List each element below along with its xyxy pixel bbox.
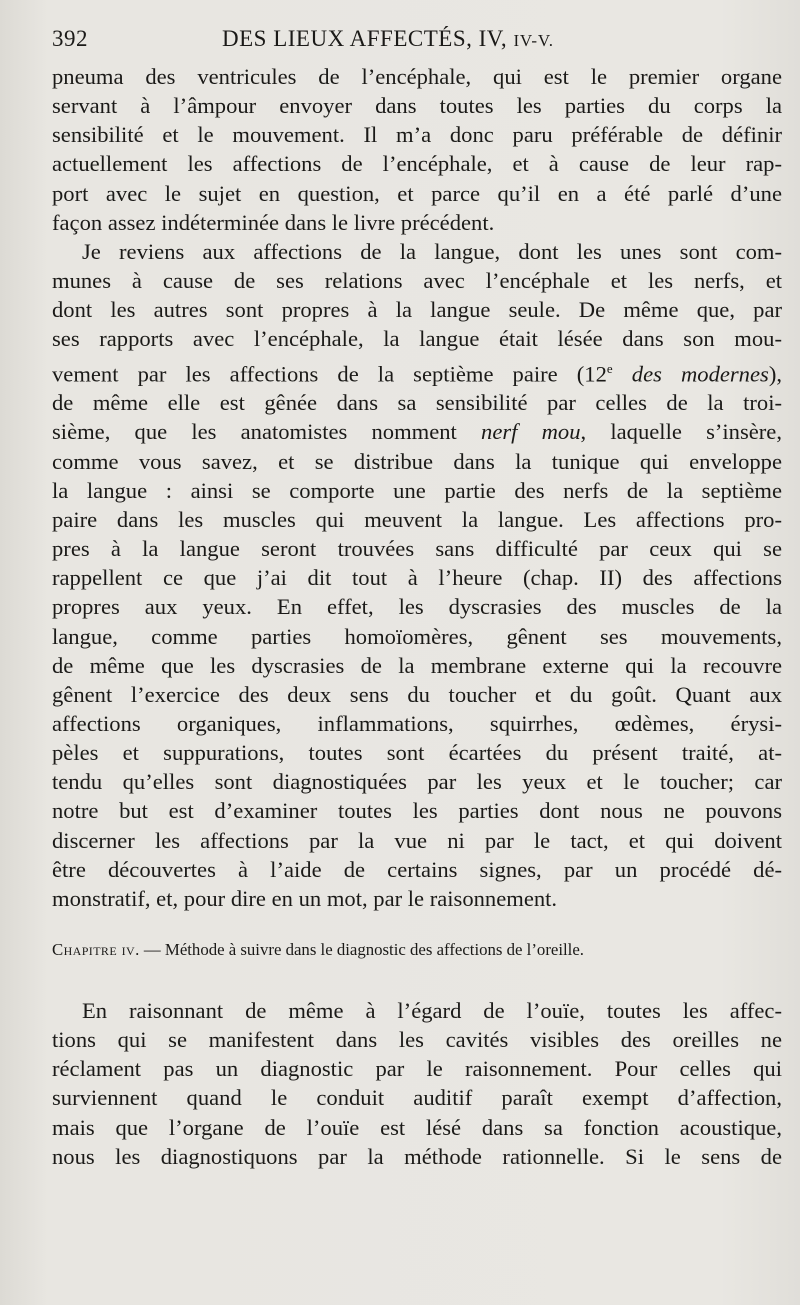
text-line: notre but est d’examiner toutes les parties dont nous ne pouvons	[52, 798, 782, 824]
text-line	[52, 354, 782, 389]
paragraph-1	[52, 62, 782, 237]
text-line: actuellement les affections de l’encéphale, et à cause de leur rap-	[52, 151, 782, 177]
text-line: servant à l’âmpour envoyer dans toutes les parties du corps la	[52, 93, 782, 119]
text-line: gênent l’exercice des deux sens du toucher et du goût. Quant aux	[52, 681, 782, 707]
text-line: réclament pas un diagnostic par le raisonnement. Pour celles qui	[52, 1056, 782, 1082]
text-line: ses rapports avec l’encéphale, la langue était lésée dans son mou-	[52, 326, 782, 352]
text-line: tendu qu’elles sont diagnostiquées par les yeux et le toucher; car	[52, 769, 782, 795]
text-line: affections organiques, inflammations, squirrhes, œdèmes, érysi-	[52, 710, 782, 736]
text-line: surviennent quand le conduit auditif paraît exempt d’affection,	[52, 1085, 782, 1111]
text-line: façon assez indéterminée dans le livre précédent.	[52, 209, 495, 235]
paragraph-2	[52, 237, 782, 913]
text-line: propres aux yeux. En effet, les dyscrasies des muscles de la	[52, 594, 782, 620]
text-line: pres à la langue seront trouvées sans difficulté par ceux qui se	[52, 536, 782, 562]
page-number: 392	[52, 26, 88, 51]
text-line: être découvertes à l’aide de certains signes, par un procédé dé-	[52, 856, 782, 882]
text-segment: ),	[768, 361, 782, 387]
text-line: paire dans les muscles qui meuvent la langue. Les affections pro-	[52, 506, 782, 532]
text-line: pèles et suppurations, toutes sont écartées du présent traité, at-	[52, 740, 782, 766]
text-line	[52, 417, 782, 446]
italic-text: des modernes	[631, 361, 769, 387]
text-line: mais que l’organe de l’ouïe est lésé dans sa fonction acoustique,	[52, 1114, 782, 1140]
text-line: tions qui se manifestent dans les cavités visibles des oreilles ne	[52, 1027, 782, 1053]
text-segment: , laquelle s’insère,	[580, 419, 782, 445]
running-title	[222, 26, 554, 52]
text-line: pneuma des ventricules de l’encéphale, qui est le premier organe	[52, 64, 782, 89]
chapter-text	[52, 996, 782, 1171]
text-line: de même elle est gênée dans sa sensibilité par celles de la troi-	[52, 390, 782, 416]
text-line: sensibilité et le mouvement. Il m’a donc paru préférable de définir	[52, 122, 782, 148]
text-line: nous les diagnostiquons par la méthode rationnelle. Si le sens de	[52, 1143, 782, 1169]
text-line: En raisonnant de même à l’égard de l’ouïe, toutes les affec-	[82, 998, 782, 1023]
text-line: munes à cause de ses relations avec l’encéphale et les nerfs, et	[52, 268, 782, 294]
chapter-title: — Méthode à suivre dans le diagnostic des affections de l’oreille.	[143, 940, 584, 959]
text-line: Je reviens aux affections de la langue, dont les unes sont com-	[82, 238, 782, 264]
running-header	[52, 24, 768, 58]
text-line: comme vous savez, et se distribue dans la tunique qui enveloppe	[52, 448, 782, 474]
text-line: de même que les dyscrasies de la membrane externe qui la recouvre	[52, 652, 782, 678]
italic-text: nerf mou	[481, 419, 581, 445]
superscript: e	[606, 360, 613, 376]
text-line: rappellent ce que j’ai dit tout à l’heure (chap. II) des affections	[52, 565, 782, 591]
chapter-label: Chapitre iv.	[52, 940, 140, 959]
text-line: dont les autres sont propres à la langue seule. De même que, par	[52, 297, 782, 323]
text-line: monstratif, et, pour dire en un mot, par le raisonnement.	[52, 885, 558, 911]
text-line: discerner les affections par la vue ni par le tact, et qui doivent	[52, 827, 782, 853]
text-segment: vement par les affections de la septième paire (12	[52, 361, 607, 387]
running-title-section: IV-V.	[513, 31, 554, 50]
text-line: la langue : ainsi se comporte une partie des nerfs de la septième	[52, 477, 782, 503]
text-line: port avec le sujet en question, et parce qu’il en a été parlé d’une	[52, 180, 782, 206]
text-line: langue, comme parties homoïomères, gênent ses mouvements,	[52, 623, 782, 649]
running-title-main: DES LIEUX AFFECTÉS, IV,	[222, 26, 508, 51]
main-text	[52, 62, 782, 913]
paragraph-3	[52, 996, 782, 1171]
text-segment: sième, que les anatomistes nomment	[52, 419, 457, 445]
chapter-heading	[52, 940, 787, 960]
